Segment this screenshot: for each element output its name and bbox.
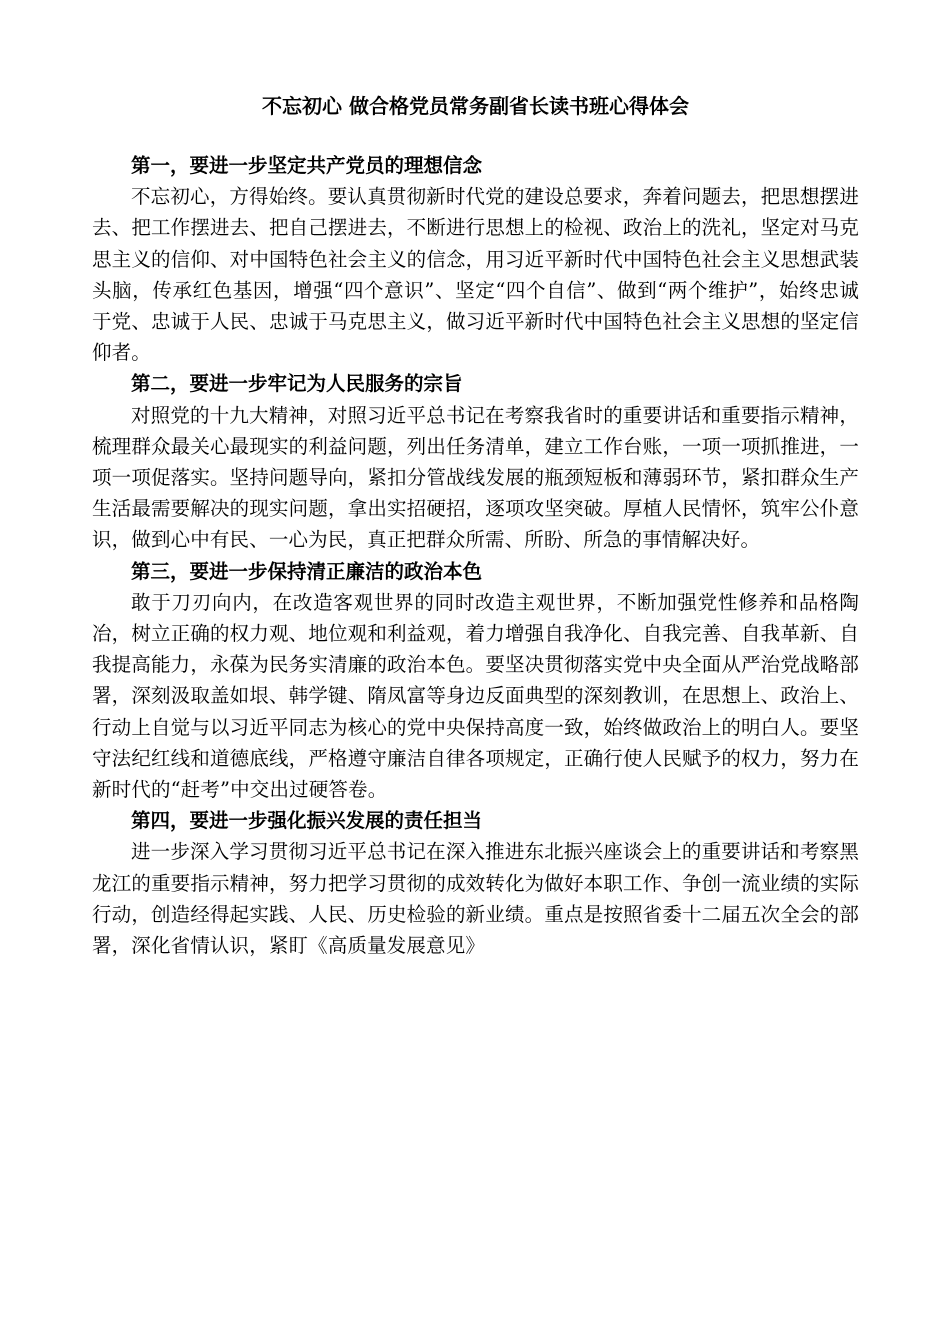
title-main: 不忘初心 做合格党员	[262, 94, 449, 118]
section-1-body: 不忘初心，方得始终。要认真贯彻新时代党的建设总要求，奔着问题去，把思想摆进去、把工作摆进去、把自己摆进去，不断进行思想上的检视、政治上的洗礼，坚定对马克思主义的信仰、对中国特色社会主义的信念，用习近平新时代中国特色社会主义思想武装头脑，传承红色基因，增强“四个意识”、坚定“四个自信”、做到“两个维护”，始终忠诚于党、忠诚于人民、忠诚于马克思主义，做习近平新时代中国特色社会主义思想的坚定信仰者。	[92, 185, 859, 365]
section-4-body: 进一步深入学习贯彻习近平总书记在深入推进东北振兴座谈会上的重要讲话和考察黑龙江的重要指示精神，努力把学习贯彻的成效转化为做好本职工作、争创一流业绩的实际行动，创造经得起实践、人民、历史检验的新业绩。重点是按照省委十二届五次全会的部署，深化省情认识，紧盯《高质量发展意见》	[92, 840, 859, 958]
section-3-body: 敢于刀刃向内，在改造客观世界的同时改造主观世界，不断加强党性修养和品格陶冶，树立正确的权力观、地位观和利益观，着力增强自我净化、自我完善、自我革新、自我提高能力，永葆为民务实清廉的政治本色。要坚决贯彻落实党中央全面从严治党战略部署，深刻汲取盖如垠、韩学键、隋凤富等身边反面典型的深刻教训，在思想上、政治上、行动上自觉与以习近平同志为核心的党中央保持高度一致，始终做政治上的明白人。要坚守法纪红线和道德底线，严格遵守廉洁自律各项规定，正确行使人民赋予的权力，努力在新时代的“赶考”中交出过硬答卷。	[92, 590, 859, 802]
document-page	[92, 92, 859, 961]
section-4-heading: 第四，要进一步强化振兴发展的责任担当	[131, 809, 483, 833]
document-title	[92, 92, 859, 120]
section-2-heading: 第二，要进一步牢记为人民服务的宗旨	[131, 372, 463, 396]
section-1-heading: 第一，要进一步坚定共产党员的理想信念	[131, 154, 483, 177]
section-2-body: 对照党的十九大精神，对照习近平总书记在考察我省时的重要讲话和重要指示精神，梳理群众最关心最现实的利益问题，列出任务清单，建立工作台账，一项一项抓推进，一项一项促落实。坚持问题导向，紧扣分管战线发展的瓶颈短板和薄弱环节，紧扣群众生产生活最需要解决的现实问题，拿出实招硬招，逐项攻坚突破。厚植人民情怀，筑牢公仆意识，做到心中有民、一心为民，真正把群众所需、所盼、所急的事情解决好。	[92, 403, 859, 552]
section-3-heading: 第三，要进一步保持清正廉洁的政治本色	[131, 559, 483, 583]
title-subtitle: 常务副省长读书班心得体会	[448, 94, 689, 118]
